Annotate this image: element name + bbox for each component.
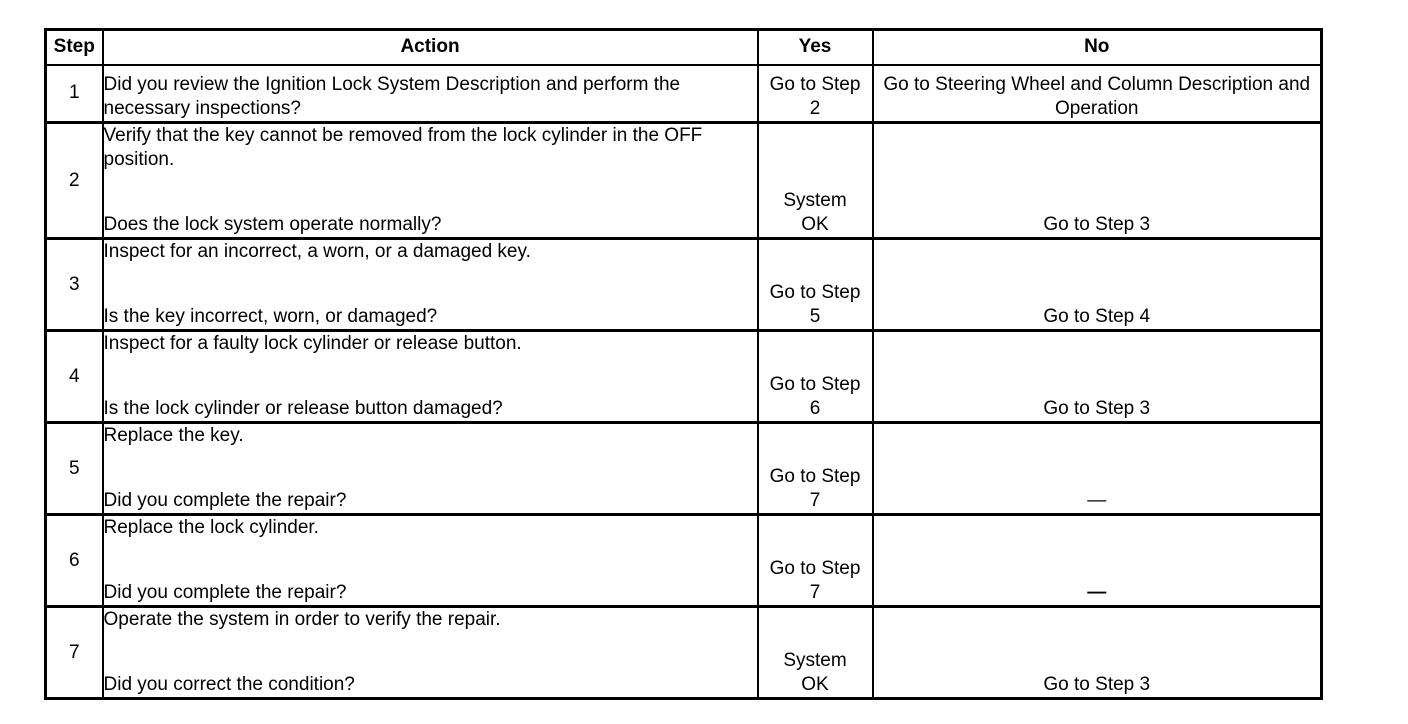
yes-result: Go to Step 7 — [769, 466, 861, 511]
action-instruction: Replace the lock cylinder. — [103, 517, 319, 538]
action-question: Did you review the Ignition Lock System Description and perform the necessary inspections? — [103, 73, 681, 119]
table-row — [46, 123, 1322, 239]
step-number: 3 — [46, 239, 103, 331]
action-cell — [103, 515, 758, 607]
action-cell — [103, 331, 758, 423]
table-row — [46, 607, 1322, 699]
header-yes: Yes — [758, 30, 873, 65]
step-number: 1 — [46, 65, 103, 123]
no-result: Go to Step 3 — [1043, 214, 1151, 235]
header-step: Step — [46, 30, 103, 65]
yes-cell — [758, 515, 873, 607]
no-cell — [873, 65, 1322, 123]
table-row — [46, 515, 1322, 607]
step-number: 4 — [46, 331, 103, 423]
yes-cell — [758, 423, 873, 515]
header-action: Action — [103, 30, 758, 65]
no-cell — [873, 607, 1322, 699]
action-cell — [103, 423, 758, 515]
yes-result: Go to Step 5 — [769, 282, 861, 327]
step-number: 6 — [46, 515, 103, 607]
yes-result: Go to Step 7 — [769, 558, 861, 603]
no-result: Go to Step 4 — [1043, 306, 1151, 327]
step-number: 7 — [46, 607, 103, 699]
action-instruction: Operate the system in order to verify the repair. — [103, 609, 501, 630]
yes-result: System OK — [783, 190, 847, 235]
action-question: Did you complete the repair? — [103, 582, 347, 603]
action-instruction: Verify that the key cannot be removed from the lock cylinder in the OFF position. — [103, 125, 703, 170]
action-cell — [103, 123, 758, 239]
table-row — [46, 65, 1322, 123]
action-instruction: Inspect for a faulty lock cylinder or release button. — [103, 333, 522, 354]
step-number: 2 — [46, 123, 103, 239]
table-row — [46, 239, 1322, 331]
action-instruction: Replace the key. — [103, 425, 244, 446]
table-row — [46, 331, 1322, 423]
no-cell — [873, 331, 1322, 423]
action-question: Did you complete the repair? — [103, 490, 347, 511]
action-cell — [103, 65, 758, 123]
step-number: 5 — [46, 423, 103, 515]
no-result: Go to Steering Wheel and Column Description and Operation — [883, 73, 1311, 119]
action-question: Is the lock cylinder or release button damaged? — [103, 398, 503, 419]
yes-cell — [758, 123, 873, 239]
yes-cell — [758, 239, 873, 331]
no-cell — [873, 123, 1322, 239]
yes-result: Go to Step 2 — [769, 73, 861, 119]
no-result: — — [1087, 582, 1107, 603]
action-question: Is the key incorrect, worn, or damaged? — [103, 306, 438, 327]
no-result: — — [1087, 490, 1107, 511]
no-cell — [873, 515, 1322, 607]
action-question: Does the lock system operate normally? — [103, 214, 442, 235]
no-cell — [873, 423, 1322, 515]
action-cell — [103, 239, 758, 331]
action-instruction: Inspect for an incorrect, a worn, or a damaged key. — [103, 241, 531, 262]
table-row — [46, 423, 1322, 515]
header-no: No — [873, 30, 1322, 65]
action-question: Did you correct the condition? — [103, 674, 355, 695]
no-result: Go to Step 3 — [1043, 398, 1151, 419]
yes-cell — [758, 65, 873, 123]
no-cell — [873, 239, 1322, 331]
yes-cell — [758, 331, 873, 423]
yes-cell — [758, 607, 873, 699]
diagnostic-table — [44, 28, 1323, 700]
yes-result: System OK — [783, 650, 847, 695]
header-row — [46, 30, 1322, 65]
no-result: Go to Step 3 — [1043, 674, 1151, 695]
action-cell — [103, 607, 758, 699]
yes-result: Go to Step 6 — [769, 374, 861, 419]
